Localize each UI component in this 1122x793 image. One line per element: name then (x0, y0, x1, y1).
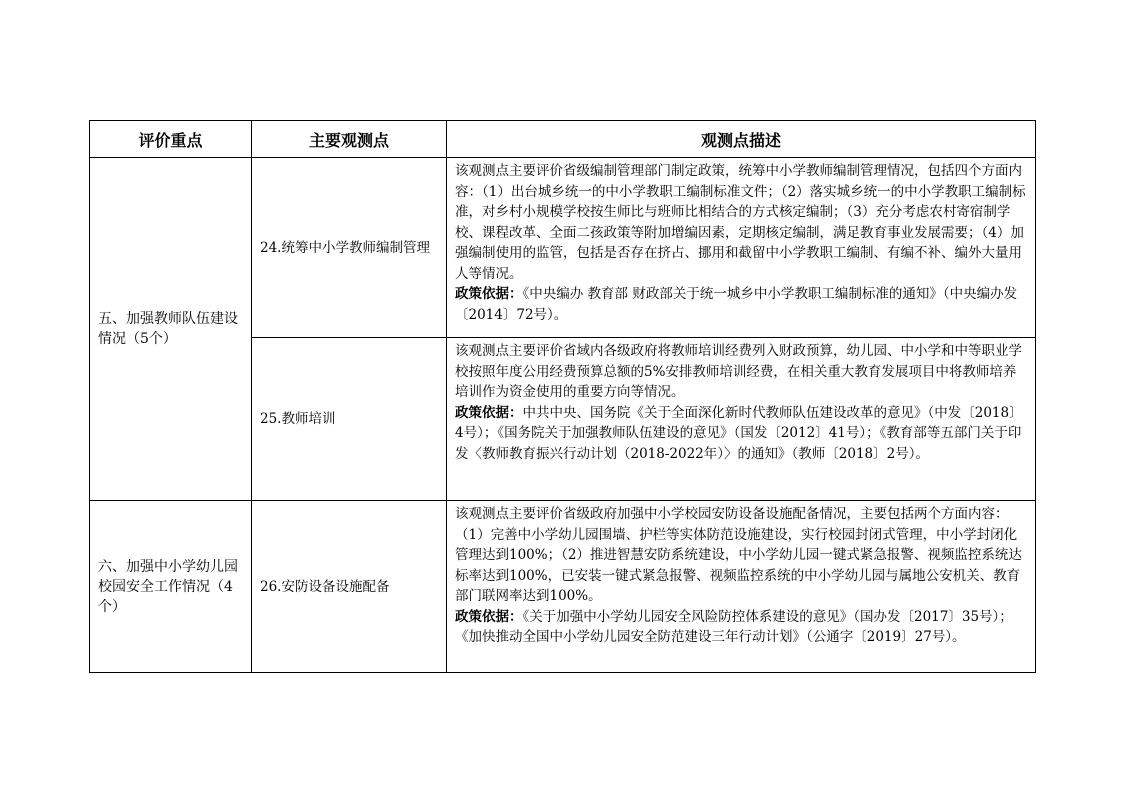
policy-basis (455, 403, 1029, 465)
observation-point-cell: 24.统筹中小学教师编制管理 (252, 158, 447, 338)
description-cell (447, 338, 1036, 501)
policy-basis (455, 607, 1029, 648)
description-text: 该观测点主要评价省级政府加强中小学校园安防设备设施配备情况，主要包括两个方面内容：（1）完善中小学幼儿园围墙、护栏等实体防范设施建设，实行校园封闭式管理，中小学封闭化管理达到100%；（2）推进智慧安防系统建设，中小学幼儿园一键式紧急报警、视频监控系统达标率达到100%，已安装一键式紧急报警、视频监控系统的中小学幼儿园与属地公安机关、教育部门联网率达到100%。 (455, 506, 1022, 604)
policy-label: 政策依据： (455, 286, 523, 302)
description-text: 该观测点主要评价省级编制管理部门制定政策，统筹中小学教师编制管理情况，包括四个方面内容：（1）出台城乡统一的中小学教职工编制标准文件；（2）落实城乡统一的中小学教职工编制标准，对乡村小规模学校按生师比与班师比相结合的方式核定编制；（3）充分考虑农村寄宿制学校、课程改革、全面二孩政策等附加增编因素，定期核定编制，满足教育事业发展需要；（4）加强编制使用的监管，包括是否存在挤占、挪用和截留中小学教职工编制、有编不补、编外大量用人等情况。 (455, 163, 1026, 282)
table-header-row (90, 121, 1036, 158)
description-text: 该观测点主要评价省域内各级政府将教师培训经费列入财政预算，幼儿园、中小学和中等职业学校按照年度公用经费预算总额的5%安排教师培训经费，在相关重大教育发展项目中将教师培养培训作为资金使用的重要方向等情况。 (455, 343, 1022, 400)
policy-text: 《关于加强中小学幼儿园安全风险防控体系建设的意见》（国办发〔2017〕35号）；《加快推动全国中小学幼儿园安全防范建设三年行动计划》（公通字〔2019〕27号）。 (455, 608, 1013, 645)
table-row (90, 501, 1036, 673)
category-cell: 五、加强教师队伍建设情况（5个） (90, 158, 252, 501)
category-cell: 六、加强中小学幼儿园校园安全工作情况（4个） (90, 501, 252, 673)
policy-basis (455, 284, 1029, 325)
policy-text: 《中央编办 教育部 财政部关于统一城乡中小学教职工编制标准的通知》（中央编办发〔2014〕72号）。 (455, 286, 1018, 323)
description-cell (447, 501, 1036, 673)
description-cell (447, 158, 1036, 338)
header-observation-point: 主要观测点 (252, 121, 447, 158)
table-row (90, 158, 1036, 338)
header-observation-description: 观测点描述 (447, 121, 1036, 158)
policy-label: 政策依据： (455, 404, 523, 421)
policy-label: 政策依据： (455, 608, 523, 625)
policy-text: 中共中央、国务院《关于全面深化新时代教师队伍建设改革的意见》（中发〔2018〕4号）；《国务院关于加强教师队伍建设的意见》（国发〔2012〕41号）；《教育部等五部门关于印发〈教师教育振兴行动计划（2018-2022年）〉的通知》（教师〔2018〕2号）。 (455, 404, 1023, 462)
observation-point-cell: 26.安防设备设施配备 (252, 501, 447, 673)
evaluation-table (89, 120, 1036, 673)
header-evaluation-focus: 评价重点 (90, 121, 252, 158)
observation-point-cell: 25.教师培训 (252, 338, 447, 501)
